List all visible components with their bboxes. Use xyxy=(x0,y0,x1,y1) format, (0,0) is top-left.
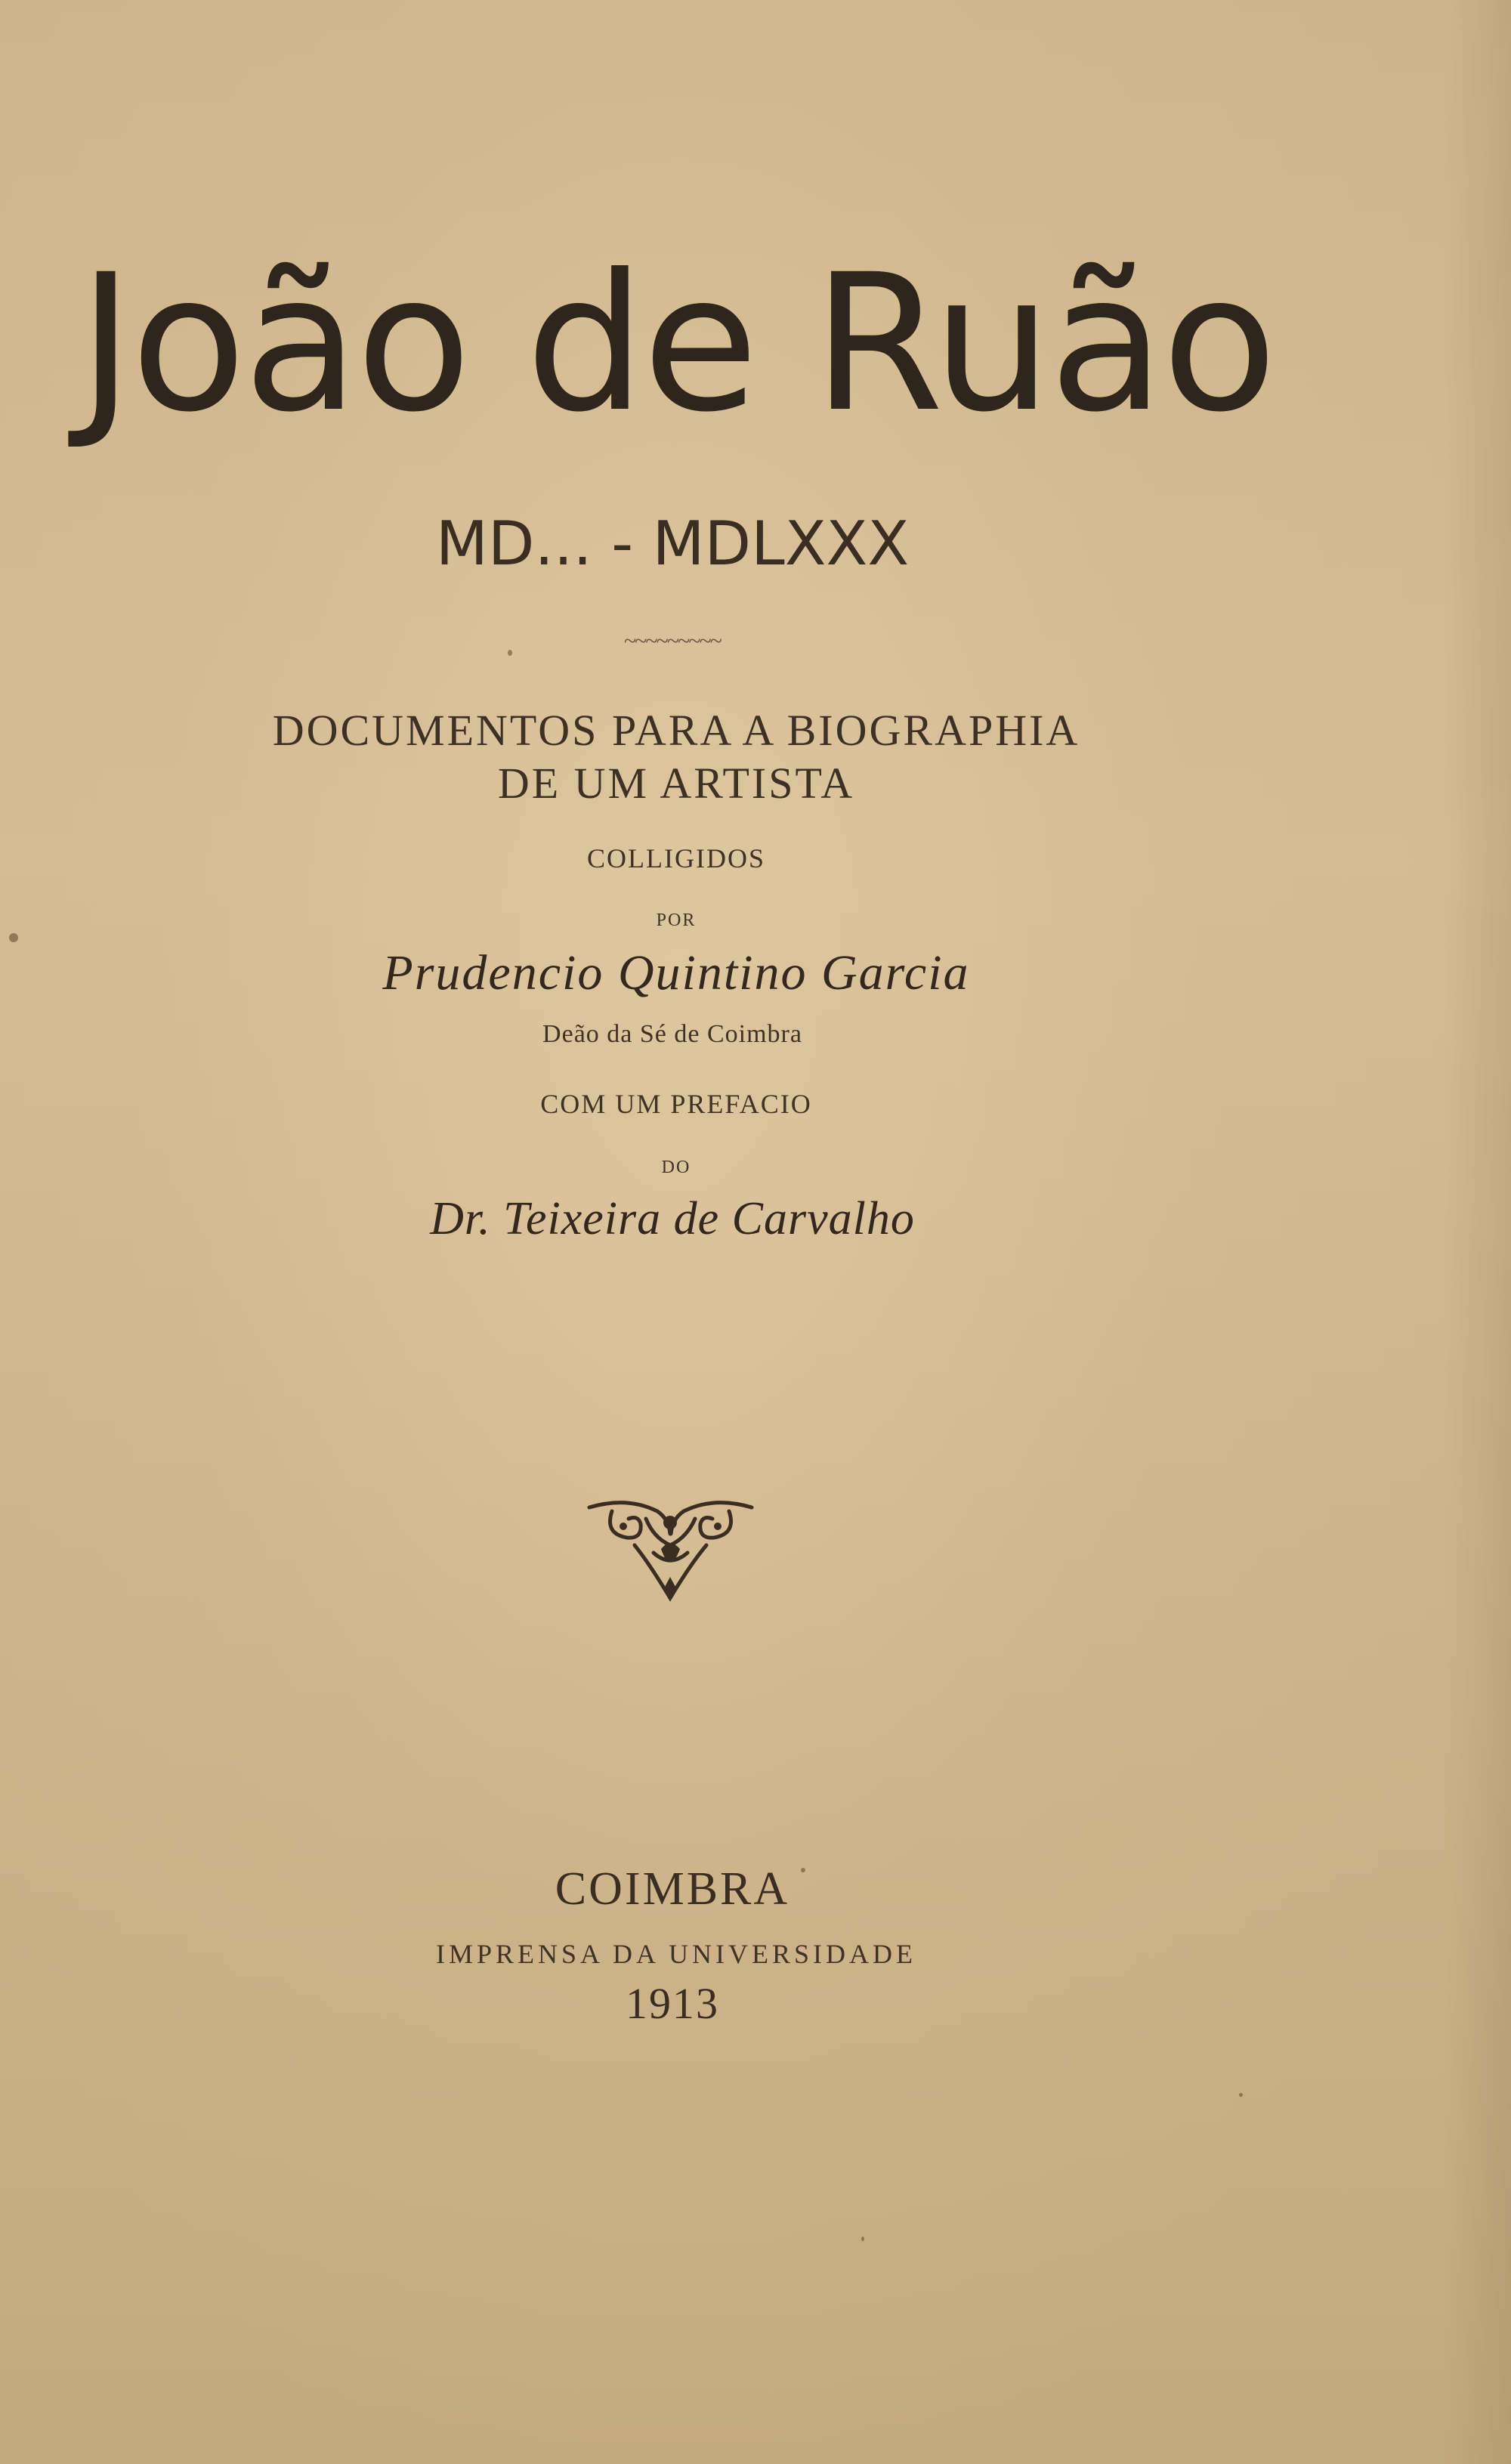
book-title: João de Ruão xyxy=(78,233,1275,453)
preface-label: COM UM PREFACIO xyxy=(540,1089,812,1119)
paper-speck xyxy=(861,2237,864,2241)
paper-speck xyxy=(1239,2093,1243,2097)
ornamental-rule: ~~~~~~~~~ xyxy=(623,629,722,654)
of-label: DO xyxy=(661,1158,691,1177)
place-of-publication: COIMBRA xyxy=(555,1863,790,1915)
publication-year: 1913 xyxy=(626,1979,719,2028)
printer-name: IMPRENSA DA UNIVERSIDADE xyxy=(435,1939,917,1969)
subtitle-line-1: DOCUMENTOS PARA A BIOGRAPHIA xyxy=(272,706,1080,755)
by-label: POR xyxy=(656,910,697,930)
paper-speck xyxy=(9,933,18,942)
preface-author: Dr. Teixeira de Carvalho xyxy=(430,1193,915,1244)
collected-label: COLLIGIDOS xyxy=(587,843,765,873)
fleuron-ornament-icon xyxy=(582,1492,759,1602)
author-name: Prudencio Quintino Garcia xyxy=(382,945,970,1000)
page-edge-shadow xyxy=(1443,0,1511,2464)
date-range: MD... - MDLXXX xyxy=(435,509,910,579)
author-role: Deão da Sé de Coimbra xyxy=(542,1020,802,1048)
subtitle-line-2: DE UM ARTISTA xyxy=(497,759,855,808)
